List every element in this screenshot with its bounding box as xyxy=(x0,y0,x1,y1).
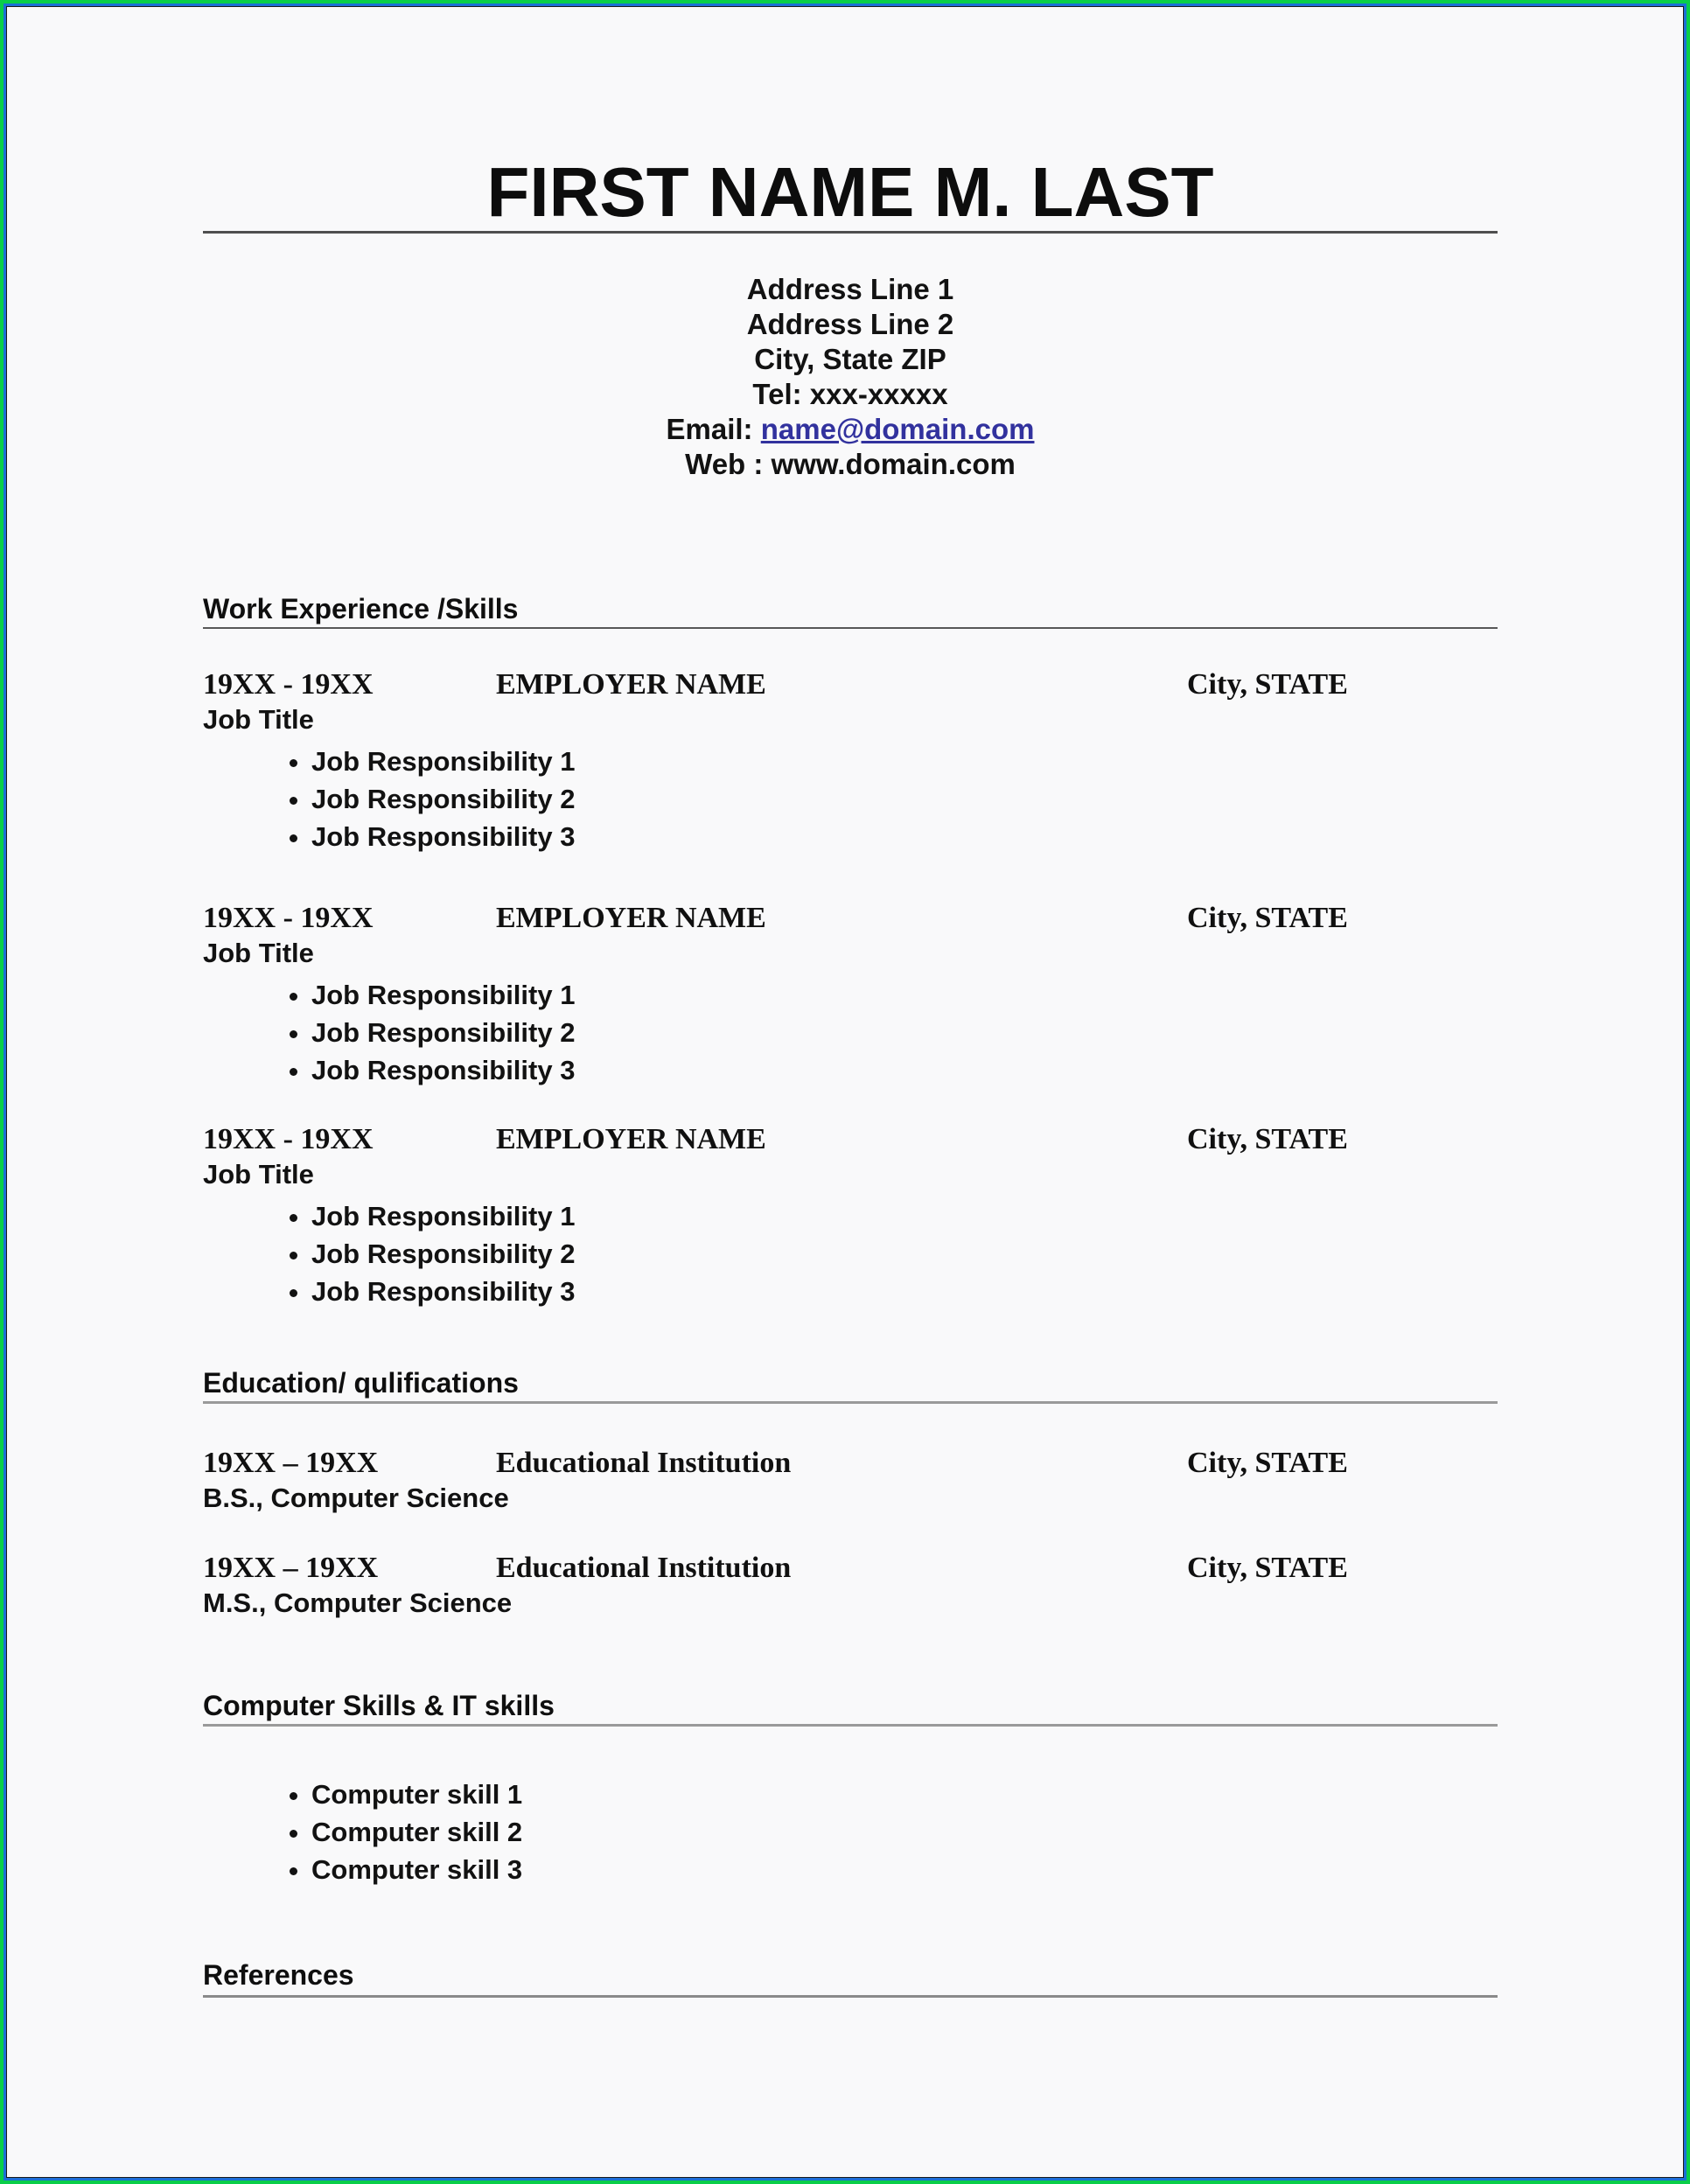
education-entry-header-row xyxy=(203,1551,1498,1586)
skills-section-heading: Computer Skills & IT skills xyxy=(203,1690,555,1721)
degree-line: B.S., Computer Science xyxy=(203,1483,509,1513)
job-responsibility-list xyxy=(203,743,1498,855)
education-dates: 19XX – 19XX xyxy=(203,1552,379,1584)
contact-block xyxy=(203,272,1498,482)
list-item: • Job Responsibility 3 xyxy=(311,1051,1498,1089)
list-item: • Computer skill 1 xyxy=(311,1776,1498,1813)
work-dates: 19XX - 19XX xyxy=(203,902,374,934)
resume-content xyxy=(203,153,1498,1998)
web-line: Web : www.domain.com xyxy=(685,448,1016,480)
list-item: • Job Responsibility 2 xyxy=(311,1235,1498,1273)
list-item: • Job Responsibility 2 xyxy=(311,1014,1498,1051)
computer-skills-list xyxy=(203,1776,1498,1888)
work-section-heading: Work Experience /Skills xyxy=(203,593,519,624)
institution-name: Educational Institution xyxy=(496,1447,792,1479)
institution-name: Educational Institution xyxy=(496,1552,792,1584)
education-location: City, STATE xyxy=(1187,1552,1348,1584)
list-item: • Job Responsibility 3 xyxy=(311,1273,1498,1310)
list-item: • Job Responsibility 3 xyxy=(311,818,1498,855)
education-location: City, STATE xyxy=(1187,1447,1348,1479)
education-section-heading: Education/ qulifications xyxy=(203,1367,519,1399)
list-item: • Job Responsibility 1 xyxy=(311,743,1498,780)
education-entry xyxy=(203,1551,1498,1621)
job-title: Job Title xyxy=(203,704,314,735)
resume-page xyxy=(6,6,1684,2178)
list-item: • Computer skill 2 xyxy=(311,1813,1498,1851)
education-entry-header-row xyxy=(203,1446,1498,1481)
work-entry-header-row xyxy=(203,1122,1498,1157)
email-link[interactable]: name@domain.com xyxy=(760,413,1035,445)
inner-blue-frame xyxy=(3,3,1687,2181)
address-line-2: Address Line 2 xyxy=(746,308,954,340)
job-title: Job Title xyxy=(203,1159,314,1190)
work-location: City, STATE xyxy=(1187,902,1348,934)
job-responsibility-list xyxy=(203,1197,1498,1310)
work-entry xyxy=(203,667,1498,855)
list-item: • Computer skill 3 xyxy=(311,1851,1498,1888)
list-item: • Job Responsibility 2 xyxy=(311,780,1498,818)
degree-line: M.S., Computer Science xyxy=(203,1587,513,1618)
employer-name: EMPLOYER NAME xyxy=(496,668,766,701)
references-section-divider xyxy=(203,1995,1498,1998)
skills-section-divider xyxy=(203,1724,1498,1727)
page-title: FIRST NAME M. LAST xyxy=(486,153,1214,231)
list-item: • Job Responsibility 1 xyxy=(311,1197,1498,1235)
job-title: Job Title xyxy=(203,938,314,968)
email-label: Email: xyxy=(666,413,753,445)
email-line xyxy=(203,412,1498,447)
education-section-divider xyxy=(203,1401,1498,1404)
address-line-1: Address Line 1 xyxy=(746,273,954,305)
education-dates: 19XX – 19XX xyxy=(203,1447,379,1479)
work-dates: 19XX - 19XX xyxy=(203,1123,374,1155)
work-dates: 19XX - 19XX xyxy=(203,668,374,701)
work-section-divider xyxy=(203,627,1498,629)
work-entry xyxy=(203,901,1498,1089)
employer-name: EMPLOYER NAME xyxy=(496,902,766,934)
education-entry xyxy=(203,1446,1498,1516)
work-entry xyxy=(203,1122,1498,1310)
work-location: City, STATE xyxy=(1187,668,1348,701)
work-entry-header-row xyxy=(203,667,1498,702)
city-state-zip: City, State ZIP xyxy=(754,343,946,375)
employer-name: EMPLOYER NAME xyxy=(496,1123,766,1155)
telephone-line: Tel: xxx-xxxxx xyxy=(752,378,948,410)
list-item: • Job Responsibility 1 xyxy=(311,976,1498,1014)
references-section-heading: References xyxy=(203,1959,354,1991)
work-entry-header-row xyxy=(203,901,1498,936)
work-location: City, STATE xyxy=(1187,1123,1348,1155)
title-divider xyxy=(203,231,1498,234)
job-responsibility-list xyxy=(203,976,1498,1089)
